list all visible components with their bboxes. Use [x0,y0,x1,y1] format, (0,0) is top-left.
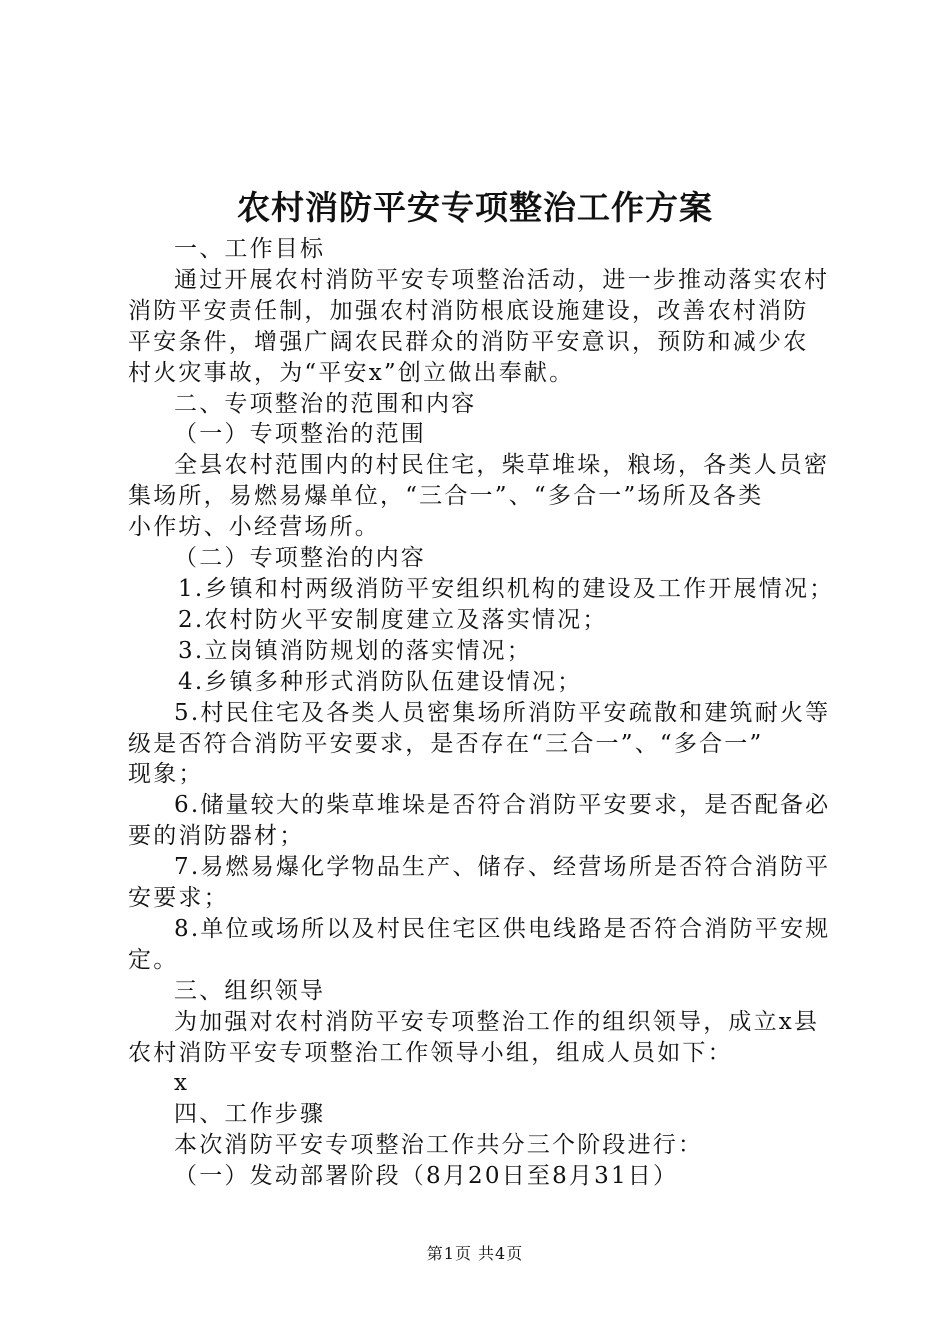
paragraph-line: x [174,1070,190,1097]
paragraph-line: 全县农村范围内的村民住宅，柴草堆垛，粮场，各类人员密 [174,452,830,479]
paragraph-line: 集场所，易燃易爆单位，“三合一”、“多合一”场所及各类 [128,483,764,510]
paragraph-line: 本次消防平安专项整治工作共分三个阶段进行： [174,1132,704,1159]
list-item: 7.易燃易爆化学物品生产、储存、经营场所是否符合消防平 [174,854,831,881]
section-heading: 一、工作目标 [174,236,326,262]
list-item: 8.单位或场所以及村民住宅区供电线路是否符合消防平安规 [174,915,831,942]
list-item: 3.立岗镇消防规划的落实情况； [178,637,532,664]
paragraph-line: 平安条件，增强广阔农民群众的消防平安意识，预防和减少农 [128,328,809,355]
section-heading: 四、工作步骤 [174,1101,326,1128]
paragraph-line: 村火灾事故，为“平安x”创立做出奉献。 [128,359,575,386]
list-item-continuation: 要的消防器材； [128,823,305,850]
section-heading: 三、组织领导 [174,977,326,1004]
page-number: 第1页 共4页 [426,1244,524,1263]
list-item: 1.乡镇和村两级消防平安组织机构的建设及工作开展情况； [178,575,835,602]
list-item-continuation: 定。 [128,946,179,973]
section-heading: 二、专项整治的范围和内容 [174,390,477,417]
paragraph-line: 小作坊、小经营场所。 [128,514,380,541]
document-body [128,234,833,1192]
paragraph-line: 消防平安责任制，加强农村消防根底设施建设，改善农村消防 [128,297,809,324]
paragraph-line: 农村消防平安专项整治工作领导小组，组成人员如下： [128,1039,733,1066]
subsection-heading: （一）发动部署阶段（8月20日至8月31日） [174,1163,679,1190]
list-item-continuation: 安要求； [128,885,229,912]
paragraph-line: 通过开展农村消防平安专项整治活动，进一步推动落实农村 [174,266,830,293]
list-item: 6.储量较大的柴草堆垛是否符合消防平安要求，是否配备必 [174,792,831,819]
list-item: 5.村民住宅及各类人员密集场所消防平安疏散和建筑耐火等 [174,699,831,726]
subsection-heading: （二）专项整治的内容 [174,545,426,572]
document-title: 农村消防平安专项整治工作方案 [237,188,713,227]
list-item: 2.农村防火平安制度建立及落实情况； [178,606,608,633]
subsection-heading: （一）专项整治的范围 [174,421,426,448]
paragraph-line: 为加强对农村消防平安专项整治工作的组织领导，成立x县 [174,1008,820,1035]
list-item-continuation: 现象； [128,761,204,788]
list-item-continuation: 级是否符合消防平安要求，是否存在“三合一”、“多合一” [128,730,764,757]
list-item: 4.乡镇多种形式消防队伍建设情况； [178,668,583,695]
